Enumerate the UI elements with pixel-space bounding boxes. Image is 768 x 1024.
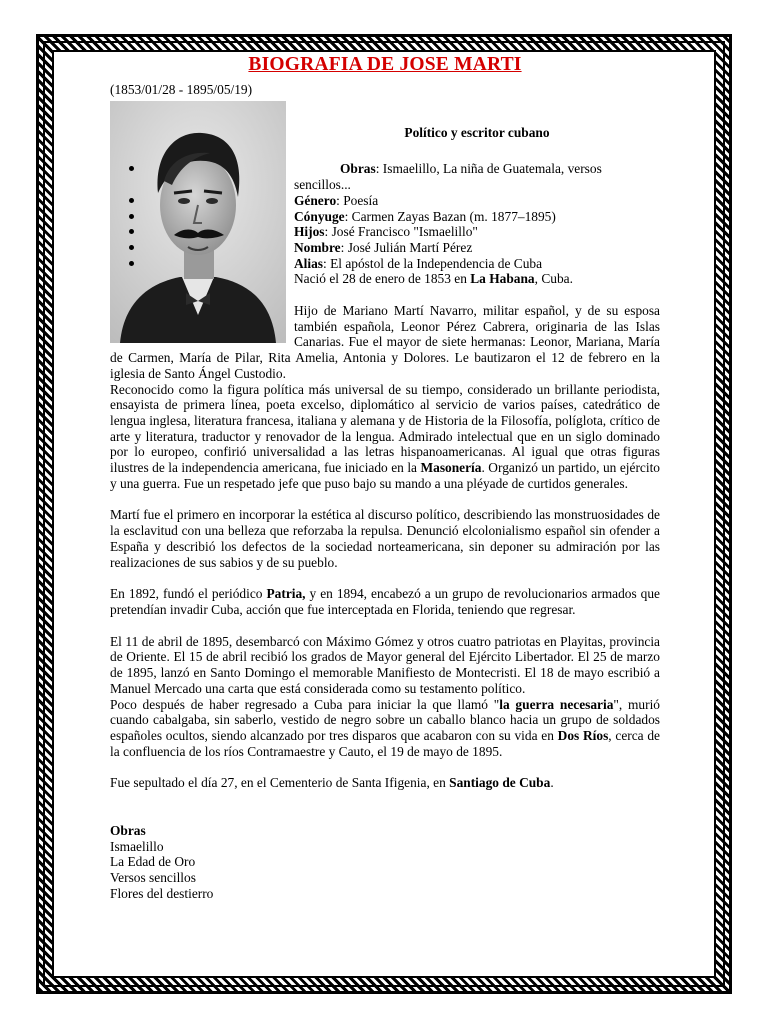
fact-label: Género <box>294 192 337 208</box>
works-item: La Edad de Oro <box>110 854 196 870</box>
paragraph-family: Hijo de Mariano Martí Navarro, militar español, y de su esposa también española, Leonor Pérez Cabrera, originaria de las Islas Canarias. Fue el mayor de siete hermanas: Leonor, Mariana, María de Carmen, María de Pilar, Rita Amelia, Antonia y Dolores. Le bautizaron el 12 de febrero en la iglesia de Santo Ángel Custodio. <box>110 303 660 381</box>
bold-term: Masonería <box>420 460 482 476</box>
document-body <box>110 54 660 902</box>
bullet-icon <box>129 198 134 203</box>
fact-item-alias <box>110 256 660 272</box>
paragraph-burial <box>110 775 660 791</box>
life-dates: (1853/01/28 - 1895/05/19) <box>110 82 253 97</box>
bullet-icon <box>129 214 134 219</box>
fact-text: : José Julián Martí Pérez <box>340 239 473 255</box>
paragraph-text: Fue sepultado el día 27, en el Cementerio de Santa Ifigenia, en <box>110 775 450 791</box>
fact-label: Alias <box>294 255 324 271</box>
bullet-icon <box>129 229 134 234</box>
fact-text: : El apóstol de la Independencia de Cuba <box>323 255 543 271</box>
birth-text-end: , Cuba. <box>534 271 573 287</box>
bullet-icon <box>129 261 134 266</box>
birth-text: Nació el 28 de enero de 1853 en <box>294 271 471 287</box>
subtitle: Político y escritor cubano <box>404 124 550 140</box>
fact-item-conyuge <box>110 209 660 225</box>
birth-place: La Habana <box>470 271 535 287</box>
works-item: Flores del destierro <box>110 885 214 901</box>
paragraph-text: . Organizó un partido, un ejército y una guerra. Fue un respetado jefe que puso bajo su mando a una pléyade de curtidos generales. <box>110 460 660 491</box>
bold-term: Santiago de Cuba <box>449 775 551 791</box>
fact-item-hijos <box>110 224 660 240</box>
fact-label: Obras <box>340 161 376 177</box>
paragraph-text: , cerca de la confluencia de los ríos Contramaestre y Cauto, el 19 de mayo de 1895. <box>110 727 660 759</box>
fact-label: Nombre <box>294 239 341 255</box>
fact-text: : Ismaelillo, La niña de Guatemala, versos sencillos... <box>294 161 602 193</box>
paragraph-patria <box>110 586 660 617</box>
paragraph-text: En 1892, fundó el periódico <box>110 586 267 602</box>
works-item: Ismaelillo <box>110 838 164 854</box>
paragraph-1895: El 11 de abril de 1895, desembarcó con Máximo Gómez y otros cuatro patriotas en Playitas, provincia de Oriente. El 15 de abril recibió los grados de Mayor general del Ejército Libertador. El 25 de marzo de 1895, lanzó en Santo Domingo el memorable Manifiesto de Montecristi. El 18 de mayo escribió a Manuel Mercado una carta que está considerada como su testamento político. <box>110 633 660 696</box>
facts-list <box>110 161 660 271</box>
fact-label: Hijos <box>294 224 325 240</box>
works-heading <box>110 823 660 839</box>
paragraph-text: Poco después de haber regresado a Cuba para iniciar la que llamó " <box>110 696 500 712</box>
works-item: Versos sencillos <box>110 870 196 886</box>
bullet-icon <box>129 166 134 171</box>
page-title: BIOGRAFIA DE JOSE MARTI <box>248 54 522 75</box>
fact-text: : Carmen Zayas Bazan (m. 1877–1895) <box>344 208 556 224</box>
bold-term: Dos Ríos <box>557 727 609 743</box>
fact-label: Cónyuge <box>294 208 345 224</box>
paragraph-text: Reconocido como la figura política más universal de su tiempo, considerado un brillante periodista, ensayista de primera línea, poeta excelso, diplomático al servicio de varios países, catedrático de lengua inglesa, literatura francesa, italiana y alemana y de Historia de la Filosofía, políglota, crítico de arte y literatura, traductor y renovador de la lengua. Admirado intelectual que en un siglo dominado por lo europeo, confirió universalidad a las letras hispanoamericanas. Al igual que otras figuras ilustres de la independencia americana, fue iniciado en la <box>110 381 660 476</box>
paragraph-text: y en 1894, encabezó a un grupo de revolucionarios armados que pretendían invadir Cuba, acción que fue interceptada en Florida, teniendo que regresar. <box>110 586 661 617</box>
fact-item-obras <box>110 161 660 192</box>
bullet-icon <box>129 245 134 250</box>
fact-text: : José Francisco "Ismaelillo" <box>324 224 478 240</box>
fact-item-nombre <box>110 240 660 256</box>
bold-term: Patria, <box>266 586 306 602</box>
paragraph-text: ", murió cuando cabalgaba, sin saberlo, vestido de negro sobre un caballo blanco hacia un grupo de soldados españoles ocultos, siendo alcanzado por tres disparos que acabaron con su vida en <box>110 696 660 743</box>
fact-text: : Poesía <box>336 192 379 208</box>
bold-term: la guerra necesaria <box>499 696 614 712</box>
paragraph-death <box>110 697 660 760</box>
paragraph-recognition <box>110 382 660 492</box>
paragraph-text: . <box>550 775 554 791</box>
paragraph-aesthetics: Martí fue el primero en incorporar la estética al discurso político, describiendo las monstruosidades de la esclavitud con una belleza que reforzaba la repulsa. Denunció elcolonialismo español sin ofender a España y describió los defectos de la sociedad norteamericana, sin deponer su admiración por las realizaciones de sus sabios y de su pueblo. <box>110 507 660 570</box>
works-heading-text: Obras <box>110 823 146 839</box>
fact-item-genero <box>110 193 660 209</box>
